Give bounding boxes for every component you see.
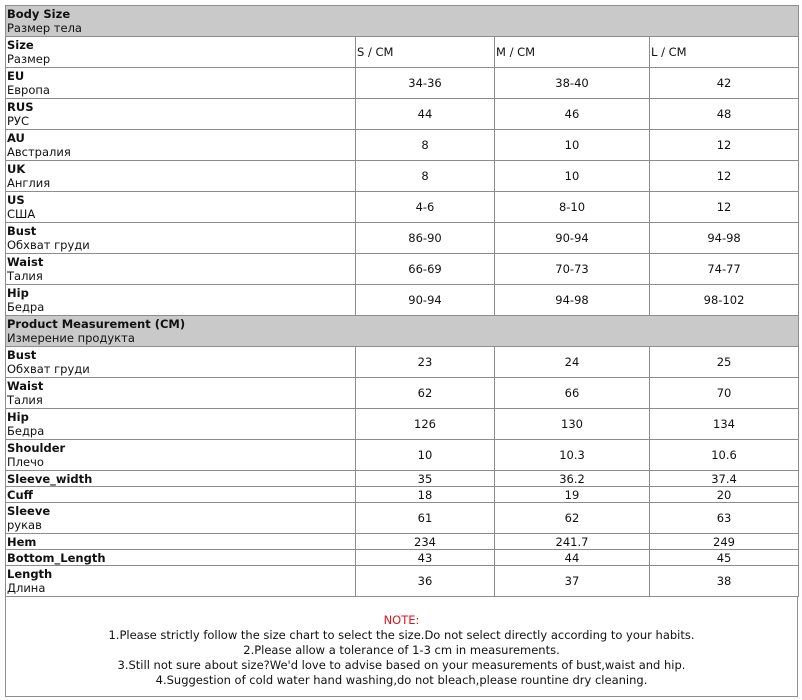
value-cell: 74-77 bbox=[650, 254, 799, 285]
note-title: NOTE: bbox=[383, 613, 420, 627]
row-label-en: UK bbox=[7, 161, 26, 176]
value-cell: 130 bbox=[495, 409, 650, 440]
row-label-en: US bbox=[7, 192, 25, 207]
size-table bbox=[5, 5, 799, 597]
value-cell: 241.7 bbox=[495, 534, 650, 550]
value-cell: 63 bbox=[650, 503, 799, 534]
value-cell: 66 bbox=[495, 378, 650, 409]
value-cell: 45 bbox=[650, 550, 799, 566]
row-label-ru: Бедра bbox=[7, 423, 45, 438]
row-label-ru: Обхват груди bbox=[7, 361, 90, 376]
row-label-en: Length bbox=[7, 566, 53, 581]
row-label-en: Bust bbox=[7, 347, 37, 362]
row-label-cell bbox=[6, 68, 356, 99]
row-label-en: AU bbox=[7, 130, 25, 145]
value-cell: 126 bbox=[356, 409, 495, 440]
value-cell: 10.6 bbox=[650, 440, 799, 471]
row-label-cell bbox=[6, 471, 356, 487]
table-row bbox=[6, 254, 799, 285]
row-label-cell bbox=[6, 99, 356, 130]
body-size-section bbox=[6, 6, 799, 37]
value-cell: 62 bbox=[495, 503, 650, 534]
value-cell: 12 bbox=[650, 130, 799, 161]
row-label-en: Product Measurement (CM) bbox=[7, 316, 186, 331]
value-cell: 234 bbox=[356, 534, 495, 550]
row-label-cell bbox=[6, 487, 356, 503]
table-row bbox=[6, 487, 799, 503]
value-cell: 8 bbox=[356, 130, 495, 161]
value-cell: 249 bbox=[650, 534, 799, 550]
table-row bbox=[6, 409, 799, 440]
note-box bbox=[5, 597, 798, 697]
value-cell: 36 bbox=[356, 566, 495, 597]
table-row bbox=[6, 285, 799, 316]
value-cell: 38-40 bbox=[495, 68, 650, 99]
row-label-en: Cuff bbox=[7, 487, 33, 502]
value-cell: 35 bbox=[356, 471, 495, 487]
row-label-en: Sleeve bbox=[7, 503, 51, 518]
value-cell: 4-6 bbox=[356, 192, 495, 223]
table-row bbox=[6, 550, 799, 566]
size-column-header: L / CM bbox=[650, 37, 799, 68]
table-row bbox=[6, 440, 799, 471]
value-cell: 25 bbox=[650, 347, 799, 378]
value-cell: 19 bbox=[495, 487, 650, 503]
value-cell: 98-102 bbox=[650, 285, 799, 316]
row-label-en: RUS bbox=[7, 99, 34, 114]
row-label-cell bbox=[6, 223, 356, 254]
row-label-en: Bottom_Length bbox=[7, 550, 106, 565]
row-label-ru: Измерение продукта bbox=[7, 330, 135, 345]
value-cell: 90-94 bbox=[495, 223, 650, 254]
row-label-cell bbox=[6, 503, 356, 534]
value-cell: 42 bbox=[650, 68, 799, 99]
value-cell: 8 bbox=[356, 161, 495, 192]
row-label-ru: рукав bbox=[7, 517, 42, 532]
table-row bbox=[6, 503, 799, 534]
size-table-body bbox=[6, 6, 799, 597]
row-label-cell bbox=[6, 378, 356, 409]
row-label-cell bbox=[6, 192, 356, 223]
row-label-ru: США bbox=[7, 206, 36, 221]
value-cell: 34-36 bbox=[356, 68, 495, 99]
row-label-en: EU bbox=[7, 68, 25, 83]
value-cell: 44 bbox=[356, 99, 495, 130]
value-cell: 23 bbox=[356, 347, 495, 378]
value-cell: 24 bbox=[495, 347, 650, 378]
table-row bbox=[6, 68, 799, 99]
row-label-ru: Обхват груди bbox=[7, 237, 90, 252]
size-column-header: M / CM bbox=[495, 37, 650, 68]
value-cell: 20 bbox=[650, 487, 799, 503]
table-row bbox=[6, 99, 799, 130]
value-cell: 38 bbox=[650, 566, 799, 597]
row-label-en: Shoulder bbox=[7, 440, 66, 455]
product-measurement-section bbox=[6, 316, 799, 347]
row-label-en: Body Size bbox=[7, 6, 71, 21]
row-label-cell bbox=[6, 566, 356, 597]
table-row bbox=[6, 471, 799, 487]
table-row bbox=[6, 192, 799, 223]
value-cell: 12 bbox=[650, 192, 799, 223]
row-label-en: Hip bbox=[7, 409, 29, 424]
value-cell: 36.2 bbox=[495, 471, 650, 487]
table-row bbox=[6, 161, 799, 192]
note-line-4: 4.Suggestion of cold water hand washing,do not bleach,please rountine dry cleaning. bbox=[155, 673, 648, 687]
value-cell: 44 bbox=[495, 550, 650, 566]
value-cell: 90-94 bbox=[356, 285, 495, 316]
value-cell: 12 bbox=[650, 161, 799, 192]
size-header-label bbox=[6, 37, 356, 68]
product-measurement-section-cell bbox=[6, 316, 799, 347]
value-cell: 134 bbox=[650, 409, 799, 440]
row-label-cell bbox=[6, 161, 356, 192]
value-cell: 8-10 bbox=[495, 192, 650, 223]
row-label-ru: Талия bbox=[7, 268, 43, 283]
table-row bbox=[6, 378, 799, 409]
row-label-en: Waist bbox=[7, 254, 44, 269]
row-label-en: Hip bbox=[7, 285, 29, 300]
value-cell: 46 bbox=[495, 99, 650, 130]
value-cell: 10 bbox=[356, 440, 495, 471]
table-row bbox=[6, 566, 799, 597]
value-cell: 62 bbox=[356, 378, 495, 409]
row-label-cell bbox=[6, 440, 356, 471]
value-cell: 10.3 bbox=[495, 440, 650, 471]
size-column-header: S / CM bbox=[356, 37, 495, 68]
row-label-ru: Длина bbox=[7, 580, 46, 595]
row-label-ru: Австралия bbox=[7, 144, 71, 159]
value-cell: 48 bbox=[650, 99, 799, 130]
value-cell: 94-98 bbox=[495, 285, 650, 316]
row-label-cell bbox=[6, 130, 356, 161]
note-line-1: 1.Please strictly follow the size chart to select the size.Do not select directly according to your habits. bbox=[108, 628, 695, 642]
row-label-cell bbox=[6, 550, 356, 566]
row-label-en: Size bbox=[7, 37, 34, 52]
value-cell: 37.4 bbox=[650, 471, 799, 487]
value-cell: 86-90 bbox=[356, 223, 495, 254]
value-cell: 10 bbox=[495, 161, 650, 192]
value-cell: 94-98 bbox=[650, 223, 799, 254]
note-line-3: 3.Still not sure about size?We'd love to advise based on your measurements of bust,waist and hip. bbox=[117, 658, 686, 672]
value-cell: 18 bbox=[356, 487, 495, 503]
table-row bbox=[6, 534, 799, 550]
note-line-2: 2.Please allow a tolerance of 1-3 cm in measurements. bbox=[243, 643, 560, 657]
value-cell: 70-73 bbox=[495, 254, 650, 285]
row-label-cell bbox=[6, 347, 356, 378]
row-label-ru: Бедра bbox=[7, 299, 45, 314]
row-label-en: Bust bbox=[7, 223, 37, 238]
row-label-ru: Размер тела bbox=[7, 20, 82, 35]
row-label-cell bbox=[6, 254, 356, 285]
value-cell: 43 bbox=[356, 550, 495, 566]
row-label-ru: Талия bbox=[7, 392, 43, 407]
table-row bbox=[6, 347, 799, 378]
row-label-en: Waist bbox=[7, 378, 44, 393]
row-label-ru: РУС bbox=[7, 113, 29, 128]
value-cell: 70 bbox=[650, 378, 799, 409]
size-header-row bbox=[6, 37, 799, 68]
row-label-ru: Размер bbox=[7, 51, 51, 66]
row-label-cell bbox=[6, 409, 356, 440]
row-label-ru: Англия bbox=[7, 175, 51, 190]
body-size-section-cell bbox=[6, 6, 799, 37]
table-row bbox=[6, 130, 799, 161]
row-label-en: Hem bbox=[7, 534, 37, 549]
row-label-ru: Европа bbox=[7, 82, 50, 97]
row-label-en: Sleeve_width bbox=[7, 471, 93, 486]
value-cell: 66-69 bbox=[356, 254, 495, 285]
value-cell: 10 bbox=[495, 130, 650, 161]
row-label-cell bbox=[6, 534, 356, 550]
value-cell: 61 bbox=[356, 503, 495, 534]
row-label-ru: Плечо bbox=[7, 454, 44, 469]
value-cell: 37 bbox=[495, 566, 650, 597]
table-row bbox=[6, 223, 799, 254]
row-label-cell bbox=[6, 285, 356, 316]
